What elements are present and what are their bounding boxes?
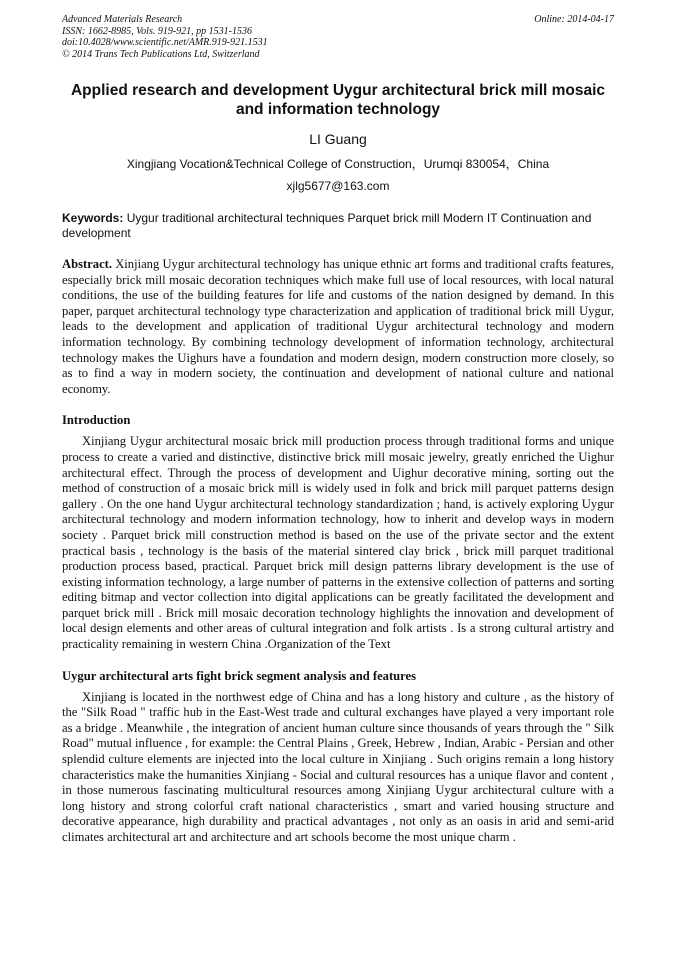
keywords-label: Keywords: [62, 211, 124, 225]
issn-line: ISSN: 1662-8985, Vols. 919-921, pp 1531-1536 [62, 25, 252, 37]
author-name: LI Guang [309, 131, 367, 147]
abstract-text: Xinjiang Uygur architectural technology has unique ethnic art forms and traditional crafts features, especially brick mill mosaic decoration techniques which make full use of local resources, with local natural conditions, the use of the building features for life and customs of the nation designed by demand. In this paper, parquet architectural technology type characterization and application of traditional brick mill Uygur, leads to the development and application of traditional Uygur architectural technology and modern information technology. By combining technology development of information technology, architectural technology makes the Uighurs have a foundation and modern design, modern construction more closely, so as to find a way in modern society, the continuation and development of national culture and national economy. [62, 257, 614, 396]
paper-title: Applied research and development Uygur architectural brick mill mosaic and information technology [70, 82, 606, 118]
journal-name: Advanced Materials Research [62, 14, 183, 25]
abstract [62, 257, 614, 397]
doi-line: doi:10.4028/www.scientific.net/AMR.919-921.1531 [62, 37, 268, 48]
copyright-line: © 2014 Trans Tech Publications Ltd, Switzerland [62, 48, 260, 60]
affiliation: Xingjiang Vocation&Technical College of Construction，Urumqi 830054，China [126, 157, 550, 171]
journal-header [62, 14, 614, 60]
section-heading-introduction: Introduction [62, 413, 131, 428]
online-date: Online: 2014-04-17 [534, 14, 614, 25]
section-body-introduction: Xinjiang Uygur architectural mosaic brick mill production process through traditional forms and unique process to create a varied and distinctive, distinctive brick mill mosaic jewelry, greatly enriched the Uighur architectural effect. Through the process of development and Uighur decorative mining, sorting out the method of construction of a mosaic brick mill is widely used in folk and brick mill parquet patterns design gallery . On the one hand Uygur architectural technology standardization ; hand, is actively exploring Uygur architectural technology and modern information technology, how to inherit and develop ways in modern society . Parquet brick mill construction method is based on the use of the private sector and the extent practical basis , technology is the basis of the material sintered clay brick , brick mill parquet traditional production process based, practical. Parquet brick mill design patterns library development is the use of existing information technology, a large number of patterns in the extensive collection of patterns and sorting editing bitmap and vector collection into digital applications can be greatly facilitated the development and parquet brick mill . Brick mill mosaic decoration technology highlights the innovation and development of local design elements and other areas of cultural integration and folk artists . Is a strong cultural artistry and practicality remaining in western China .Organization of the Text [62, 434, 614, 652]
paper-page [62, 14, 614, 846]
abstract-label: Abstract. [62, 257, 113, 271]
section-heading-analysis: Uygur architectural arts fight brick segment analysis and features [62, 668, 417, 683]
keywords [62, 211, 614, 241]
keywords-text: Uygur traditional architectural techniques Parquet brick mill Modern IT Continuation and development [62, 211, 592, 240]
section-body-analysis: Xinjiang is located in the northwest edge of China and has a long history and culture , as the history of the "Silk Road " traffic hub in the East-West trade and cultural exchanges have played a very important role as a bridge . Meanwhile , the integration of ancient human culture since thousands of years through the " Silk Road" mutual influence , for example: the Central Plains , Greek, Hebrew , Indian, Arabic - Persian and other splendid culture elements are injected into the local culture in Xinjiang . Such origins remain a long history characteristics make the humanities Xinjiang - Social and cultural resources has a unique flavor and content , in those numerous fascinating multicultural resources among Xinjiang Uygur architectural culture with a long history and strong colorful craft national characteristics , smart and varied housing structure and decorative appearance, high durability and practical advantages , not only as an oasis in arid and semi-arid climates architectural art and architecture and art schools become the most unique charm . [62, 689, 614, 844]
author-email: xjlg5677@163.com [286, 179, 390, 193]
